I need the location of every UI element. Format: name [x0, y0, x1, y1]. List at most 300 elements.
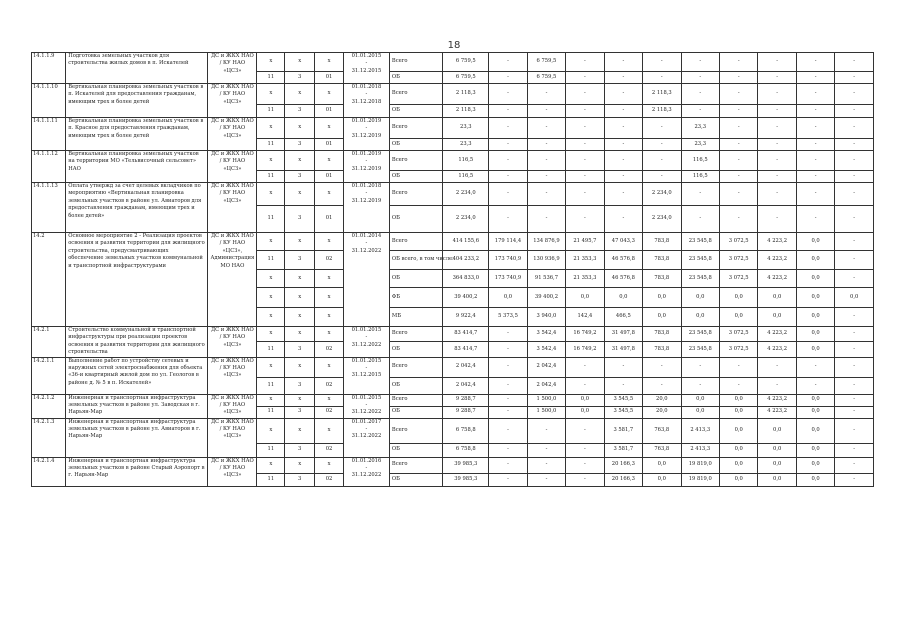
value-cell: -: [835, 151, 874, 171]
value-cell: 16 749,2: [566, 327, 604, 342]
period-p1: 01.01.2017: [351, 418, 382, 425]
period-cell: [343, 183, 389, 233]
value-cell: -: [566, 139, 604, 151]
period-cell: [343, 457, 389, 486]
value-cell: 4 223,2: [758, 327, 796, 342]
value-cell: -: [835, 72, 874, 84]
table-row: [32, 84, 874, 105]
value-cell: -: [796, 53, 834, 72]
row-code: 14.2.1.1: [32, 357, 66, 394]
value-cell: -: [681, 183, 719, 206]
value-cell: 5 373,5: [489, 308, 527, 327]
value-cell: -: [796, 105, 834, 118]
value-cell: 0,0: [835, 288, 874, 308]
row-code: 14.1.1.9: [32, 53, 66, 84]
code-part-1: х: [257, 183, 285, 206]
value-cell: 783,8: [643, 251, 681, 270]
code-part-3: х: [315, 151, 344, 171]
value-cell: -: [489, 151, 527, 171]
value-cell: 0,0: [719, 288, 757, 308]
value-cell: -: [527, 139, 565, 151]
value-cell: -: [796, 72, 834, 84]
code-part-1: х: [257, 84, 285, 105]
value-cell: 179 114,4: [489, 233, 527, 251]
value-cell: 0,0: [566, 394, 604, 406]
funding-source: ОБ: [389, 406, 442, 418]
value-cell: 0,0: [796, 342, 834, 357]
value-cell: -: [527, 151, 565, 171]
value-cell: 31 497,8: [604, 342, 642, 357]
value-cell: -: [758, 377, 796, 394]
value-cell: 3 072,5: [719, 342, 757, 357]
value-cell: -: [796, 183, 834, 206]
value-cell: 3 072,5: [719, 327, 757, 342]
value-cell: -: [489, 105, 527, 118]
row-code: 14.1.1.12: [32, 151, 66, 183]
row-name: Вертикальная планировка земельных участков в п. Искателей для предоставления гражданам, имеющим трех и более детей: [66, 84, 208, 118]
row-name: Выполнение работ по устройству сетевых и наружных сетей электроснабжения для объекта «36-и квартирный жилой дом по ул. Геологов в районе д. № 5 в п. Искателей»: [66, 357, 208, 394]
row-code: 14.2.1.2: [32, 394, 66, 418]
value-cell: -: [719, 183, 757, 206]
value-cell: 364 833,0: [443, 270, 489, 288]
value-cell: 23 545,8: [681, 270, 719, 288]
value-cell: 134 876,9: [527, 233, 565, 251]
row-code: 14.2.1: [32, 327, 66, 358]
period-p2: -: [365, 365, 368, 372]
table-row: [32, 151, 874, 171]
code-part-2: 3: [285, 473, 315, 486]
value-cell: -: [835, 377, 874, 394]
value-cell: 116,5: [681, 151, 719, 171]
value-cell: -: [604, 72, 642, 84]
value-cell: -: [489, 139, 527, 151]
value-cell: 1 500,0: [527, 406, 565, 418]
value-cell: -: [527, 118, 565, 139]
value-cell: -: [681, 53, 719, 72]
value-cell: -: [643, 72, 681, 84]
value-cell: 130 936,9: [527, 251, 565, 270]
value-cell: -: [796, 151, 834, 171]
value-cell: -: [758, 53, 796, 72]
period-p2: -: [365, 190, 368, 197]
value-cell: 0,0: [796, 406, 834, 418]
code-part-3: х: [315, 183, 344, 206]
row-code: 14.2: [32, 233, 66, 327]
value-cell: -: [681, 206, 719, 233]
value-cell: -: [566, 171, 604, 183]
value-cell: 23 545,8: [681, 233, 719, 251]
code-part-3: х: [315, 233, 344, 251]
value-cell: 6 758,8: [443, 418, 489, 443]
row-name: Вертикальная планировка земельных участков на территории МО «Тельвисочный сельсовет» НАО: [66, 151, 208, 183]
funding-source: ОБ: [389, 171, 442, 183]
value-cell: 46 576,8: [604, 251, 642, 270]
value-cell: 3 542,4: [527, 327, 565, 342]
period-cell: [343, 118, 389, 151]
value-cell: 20 166,3: [604, 457, 642, 473]
row-executor: ДС и ЖКХ НАО / КУ НАО «ЦСЗ», Администрация МО НАО: [208, 233, 257, 327]
value-cell: 39 985,3: [443, 457, 489, 473]
value-cell: -: [566, 118, 604, 139]
value-cell: -: [835, 233, 874, 251]
value-cell: -: [489, 406, 527, 418]
funding-source: ОБ: [389, 139, 442, 151]
row-executor: ДС и ЖКХ НАО / КУ НАО «ЦСЗ»: [208, 118, 257, 151]
value-cell: -: [835, 473, 874, 486]
value-cell: 16 749,2: [566, 342, 604, 357]
value-cell: 19 819,0: [681, 473, 719, 486]
code-part-1: х: [257, 418, 285, 443]
row-code: 14.2.1.3: [32, 418, 66, 457]
value-cell: -: [527, 473, 565, 486]
code-part-2: х: [285, 233, 315, 251]
code-part-1: х: [257, 151, 285, 171]
value-cell: -: [489, 183, 527, 206]
value-cell: 20 166,3: [604, 473, 642, 486]
value-cell: -: [643, 377, 681, 394]
period-p2: -: [365, 426, 368, 433]
value-cell: 83 414,7: [443, 342, 489, 357]
value-cell: 23,3: [443, 139, 489, 151]
value-cell: 91 536,7: [527, 270, 565, 288]
code-part-1: 11: [257, 406, 285, 418]
value-cell: 0,0: [719, 308, 757, 327]
value-cell: 2 118,3: [443, 105, 489, 118]
funding-source: ОБ всего, в том числе:: [389, 251, 442, 270]
funding-source: Всего: [389, 233, 442, 251]
value-cell: -: [489, 53, 527, 72]
value-cell: 0,0: [719, 473, 757, 486]
value-cell: 3 545,5: [604, 406, 642, 418]
funding-source: ОБ: [389, 377, 442, 394]
code-part-2: х: [285, 394, 315, 406]
value-cell: 0,0: [681, 288, 719, 308]
period-cell: [343, 233, 389, 327]
value-cell: -: [566, 473, 604, 486]
period-p1: 01.01.2018: [351, 183, 382, 189]
period-p3: 31.12.2019: [351, 165, 382, 172]
value-cell: -: [835, 171, 874, 183]
period-cell: [343, 418, 389, 457]
code-part-1: 11: [257, 251, 285, 270]
value-cell: -: [835, 418, 874, 443]
value-cell: 23 545,8: [681, 327, 719, 342]
value-cell: 0,0: [719, 394, 757, 406]
value-cell: -: [835, 53, 874, 72]
code-part-1: х: [257, 288, 285, 308]
value-cell: -: [758, 151, 796, 171]
row-name: Вертикальная планировка земельных участков в п. Красное для предоставления гражданам, имеющим трех и более детей: [66, 118, 208, 151]
period-p1: 01.01.2015: [351, 53, 382, 59]
value-cell: 4 223,2: [758, 251, 796, 270]
value-cell: 0,0: [758, 288, 796, 308]
funding-source: ОБ: [389, 473, 442, 486]
period-p1: 01.01.2018: [351, 84, 382, 90]
value-cell: -: [566, 418, 604, 443]
period-p2: -: [365, 334, 368, 341]
value-cell: 20,0: [643, 406, 681, 418]
code-part-2: х: [285, 357, 315, 377]
code-part-2: х: [285, 183, 315, 206]
value-cell: 83 414,7: [443, 327, 489, 342]
period-p1: 01.01.2014: [351, 233, 382, 239]
value-cell: -: [758, 84, 796, 105]
period-p3: 31.12.2022: [351, 247, 382, 254]
value-cell: -: [681, 105, 719, 118]
value-cell: -: [489, 377, 527, 394]
value-cell: -: [643, 151, 681, 171]
value-cell: 4 223,2: [758, 394, 796, 406]
value-cell: 3 072,5: [719, 270, 757, 288]
value-cell: -: [489, 171, 527, 183]
code-part-2: 3: [285, 139, 315, 151]
code-part-2: х: [285, 151, 315, 171]
code-part-3: 01: [315, 139, 344, 151]
code-part-3: 02: [315, 406, 344, 418]
value-cell: -: [796, 139, 834, 151]
value-cell: 2 118,3: [443, 84, 489, 105]
period-cell: [343, 53, 389, 84]
code-part-3: х: [315, 327, 344, 342]
value-cell: 2 234,0: [443, 206, 489, 233]
value-cell: 0,0: [796, 327, 834, 342]
value-cell: 763,8: [643, 443, 681, 457]
value-cell: 0,0: [643, 457, 681, 473]
value-cell: 3 940,0: [527, 308, 565, 327]
value-cell: -: [719, 105, 757, 118]
value-cell: -: [604, 206, 642, 233]
funding-source: ФБ: [389, 288, 442, 308]
value-cell: 23 545,8: [681, 251, 719, 270]
value-cell: -: [489, 327, 527, 342]
value-cell: 6 759,5: [443, 53, 489, 72]
code-part-3: х: [315, 394, 344, 406]
code-part-1: 11: [257, 171, 285, 183]
value-cell: -: [796, 84, 834, 105]
period-p3: 31.12.2019: [351, 197, 382, 204]
value-cell: -: [489, 84, 527, 105]
code-part-2: 3: [285, 342, 315, 357]
value-cell: -: [489, 443, 527, 457]
value-cell: 0,0: [758, 457, 796, 473]
value-cell: 0,0: [796, 308, 834, 327]
page-number: 18: [447, 40, 461, 51]
value-cell: 0,0: [796, 457, 834, 473]
value-cell: 31 497,8: [604, 327, 642, 342]
period-p3: 31.12.2015: [351, 67, 382, 74]
code-part-2: 3: [285, 377, 315, 394]
value-cell: 0,0: [796, 288, 834, 308]
funding-source: Всего: [389, 418, 442, 443]
row-name: Подготовка земельных участков для строительства жилых домов в п. Искателей: [66, 53, 208, 84]
period-p1: 01.01.2015: [351, 357, 382, 364]
code-part-3: 01: [315, 206, 344, 233]
value-cell: -: [566, 457, 604, 473]
row-executor: ДС и ЖКХ НАО / КУ НАО «ЦСЗ»: [208, 84, 257, 118]
code-part-3: х: [315, 418, 344, 443]
code-part-1: 11: [257, 473, 285, 486]
row-executor: ДС и ЖКХ НАО / КУ НАО «ЦСЗ»: [208, 53, 257, 84]
row-name: Оплата утвержд за счет целевых вкладчиков по мероприятию «Вертикальная планировка земельных участков в районе ул. Авиаторов для предоставления гражданам, имеющим трех и более детей»: [66, 183, 208, 233]
table-row: [32, 183, 874, 206]
value-cell: -: [527, 418, 565, 443]
funding-source: ОБ: [389, 105, 442, 118]
value-cell: 3 581,7: [604, 443, 642, 457]
value-cell: 21 353,3: [566, 270, 604, 288]
row-name: Строительство коммунальной и транспортной инфраструктуры при реализации проектов освоения и развития территории для жилищного строительства: [66, 327, 208, 358]
value-cell: 0,0: [796, 394, 834, 406]
table-row: [32, 233, 874, 251]
value-cell: 4 223,2: [758, 233, 796, 251]
code-part-1: 11: [257, 443, 285, 457]
code-part-2: х: [285, 53, 315, 72]
code-part-2: х: [285, 327, 315, 342]
value-cell: -: [527, 457, 565, 473]
period-p3: 31.12.2019: [351, 132, 382, 139]
code-part-2: 3: [285, 105, 315, 118]
value-cell: -: [604, 357, 642, 377]
value-cell: -: [835, 394, 874, 406]
value-cell: 0,0: [758, 308, 796, 327]
funding-source: ОБ: [389, 206, 442, 233]
value-cell: -: [643, 171, 681, 183]
value-cell: 0,0: [681, 406, 719, 418]
value-cell: -: [835, 443, 874, 457]
value-cell: -: [835, 342, 874, 357]
value-cell: 2 042,4: [527, 377, 565, 394]
value-cell: -: [835, 406, 874, 418]
value-cell: -: [489, 473, 527, 486]
value-cell: 0,0: [796, 251, 834, 270]
value-cell: 0,0: [566, 406, 604, 418]
value-cell: -: [566, 183, 604, 206]
value-cell: -: [796, 118, 834, 139]
value-cell: 0,0: [758, 443, 796, 457]
value-cell: -: [758, 118, 796, 139]
row-executor: ДС и ЖКХ НАО / КУ НАО «ЦСЗ»: [208, 457, 257, 486]
funding-source: Всего: [389, 53, 442, 72]
value-cell: -: [604, 139, 642, 151]
code-part-3: 01: [315, 171, 344, 183]
value-cell: 0,0: [758, 473, 796, 486]
funding-source: Всего: [389, 357, 442, 377]
value-cell: 6 758,8: [443, 443, 489, 457]
code-part-2: 3: [285, 206, 315, 233]
code-part-3: х: [315, 288, 344, 308]
value-cell: -: [835, 118, 874, 139]
value-cell: 414 155,6: [443, 233, 489, 251]
value-cell: 0,0: [643, 288, 681, 308]
value-cell: -: [489, 72, 527, 84]
value-cell: 4 223,2: [758, 270, 796, 288]
value-cell: -: [527, 206, 565, 233]
code-part-2: х: [285, 457, 315, 473]
value-cell: -: [719, 206, 757, 233]
value-cell: -: [643, 53, 681, 72]
period-p2: -: [365, 240, 368, 247]
code-part-2: х: [285, 308, 315, 327]
value-cell: 9 288,7: [443, 394, 489, 406]
code-part-3: х: [315, 357, 344, 377]
value-cell: 9 922,4: [443, 308, 489, 327]
value-cell: -: [835, 251, 874, 270]
budget-table: [31, 52, 874, 487]
value-cell: -: [566, 72, 604, 84]
funding-source: Всего: [389, 151, 442, 171]
value-cell: 3 072,5: [719, 251, 757, 270]
value-cell: -: [719, 139, 757, 151]
value-cell: 19 819,0: [681, 457, 719, 473]
value-cell: -: [719, 84, 757, 105]
value-cell: 0,0: [681, 308, 719, 327]
row-code: 14.1.1.10: [32, 84, 66, 118]
value-cell: -: [835, 206, 874, 233]
value-cell: -: [604, 105, 642, 118]
funding-source: ОБ: [389, 72, 442, 84]
value-cell: 0,0: [796, 233, 834, 251]
value-cell: -: [835, 183, 874, 206]
period-p2: -: [365, 465, 368, 472]
value-cell: -: [566, 377, 604, 394]
value-cell: -: [796, 206, 834, 233]
code-part-3: 02: [315, 377, 344, 394]
value-cell: -: [489, 457, 527, 473]
period-cell: [343, 327, 389, 358]
value-cell: -: [604, 171, 642, 183]
row-name: Основное мероприятие 2 - Реализация проектов освоения и развития территории для жилищного строительства, предусматривающих обеспечение земельных участков коммунальной и транспортной инфраструктурами: [66, 233, 208, 327]
table-row: [32, 418, 874, 443]
funding-source: МБ: [389, 308, 442, 327]
value-cell: 2 234,0: [643, 206, 681, 233]
table-row: [32, 457, 874, 473]
period-p2: -: [365, 60, 368, 67]
value-cell: 6 759,5: [527, 72, 565, 84]
funding-source: Всего: [389, 84, 442, 105]
value-cell: 3 581,7: [604, 418, 642, 443]
value-cell: -: [566, 84, 604, 105]
value-cell: -: [835, 457, 874, 473]
value-cell: 6 759,5: [443, 72, 489, 84]
value-cell: 0,0: [796, 270, 834, 288]
value-cell: -: [758, 171, 796, 183]
value-cell: 763,8: [643, 418, 681, 443]
value-cell: -: [489, 342, 527, 357]
value-cell: -: [681, 72, 719, 84]
value-cell: -: [758, 357, 796, 377]
row-executor: ДС и ЖКХ НАО / КУ НАО «ЦСЗ»: [208, 394, 257, 418]
code-part-3: х: [315, 457, 344, 473]
value-cell: 23,3: [681, 139, 719, 151]
value-cell: 142,4: [566, 308, 604, 327]
row-code: 14.2.1.4: [32, 457, 66, 486]
value-cell: 0,0: [681, 394, 719, 406]
value-cell: -: [604, 118, 642, 139]
value-cell: -: [835, 308, 874, 327]
period-p3: 31.12.2022: [351, 341, 382, 348]
period-cell: [343, 151, 389, 183]
value-cell: 47 043,3: [604, 233, 642, 251]
period-p1: 01.01.2015: [351, 394, 382, 401]
period-p3: 31.12.2022: [351, 472, 382, 479]
value-cell: 2 234,0: [443, 183, 489, 206]
code-part-3: 01: [315, 72, 344, 84]
value-cell: -: [489, 357, 527, 377]
funding-source: ОБ: [389, 342, 442, 357]
value-cell: 0,0: [719, 443, 757, 457]
code-part-2: х: [285, 288, 315, 308]
code-part-3: х: [315, 118, 344, 139]
code-part-3: х: [315, 84, 344, 105]
